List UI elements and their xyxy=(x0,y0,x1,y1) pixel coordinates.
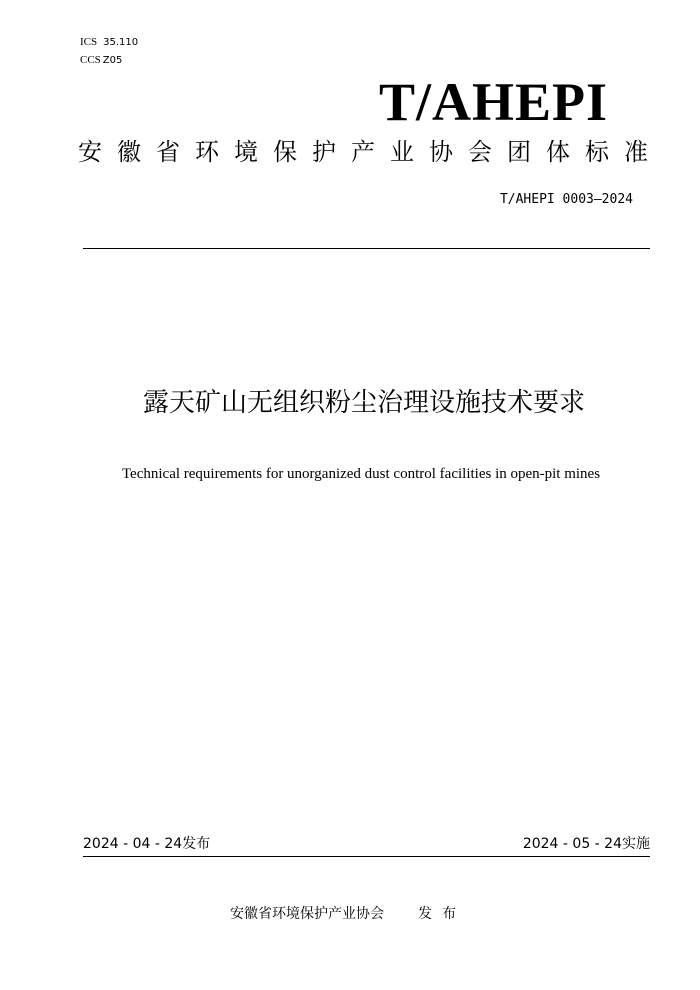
implementation-label: 实施 xyxy=(622,836,650,852)
ics-label: ICS xyxy=(80,36,98,48)
ics-code: 35.110 xyxy=(103,37,139,48)
series-title-char: 保 xyxy=(273,138,297,166)
series-title-char: 安 xyxy=(78,138,102,166)
top-divider xyxy=(83,248,650,249)
document-title-en: Technical requirements for unorganized dust control facilities in open-pit mines xyxy=(121,466,601,482)
series-title-char: 护 xyxy=(312,138,336,166)
series-title-char: 环 xyxy=(195,138,219,166)
series-title-char: 徽 xyxy=(117,138,141,166)
series-title-char: 团 xyxy=(507,138,531,166)
organization-mark: T/AHEPI xyxy=(378,72,608,132)
series-title-char: 会 xyxy=(468,138,492,166)
issue-date-value: 2024 - 04 - 24 xyxy=(83,836,183,852)
issuer-verb: 发布 xyxy=(418,906,466,922)
issue-date xyxy=(83,834,210,854)
series-title-char: 产 xyxy=(351,138,375,166)
issuer-organization: 安徽省环境保护产业协会 xyxy=(230,906,384,922)
series-title-char: 准 xyxy=(624,138,648,166)
ics-classification xyxy=(80,35,138,50)
issuer-line xyxy=(230,904,466,924)
series-title-char: 省 xyxy=(156,138,180,166)
document-title-zh: 露天矿山无组织粉尘治理设施技术要求 xyxy=(142,388,585,418)
standard-number: T/AHEPI 0003—2024 xyxy=(499,192,633,207)
ccs-classification xyxy=(80,53,122,68)
bottom-divider xyxy=(83,856,650,857)
ccs-label: CCS xyxy=(80,54,101,66)
ccs-code: Z05 xyxy=(102,55,123,66)
series-title-char: 境 xyxy=(234,138,258,166)
implementation-date xyxy=(523,834,650,854)
series-title xyxy=(78,134,648,170)
series-title-char: 体 xyxy=(546,138,570,166)
series-title-char: 协 xyxy=(429,138,453,166)
series-title-char: 业 xyxy=(390,138,414,166)
issue-label: 发布 xyxy=(182,836,211,852)
implementation-date-value: 2024 - 05 - 24 xyxy=(522,836,622,852)
series-title-char: 标 xyxy=(585,138,609,166)
